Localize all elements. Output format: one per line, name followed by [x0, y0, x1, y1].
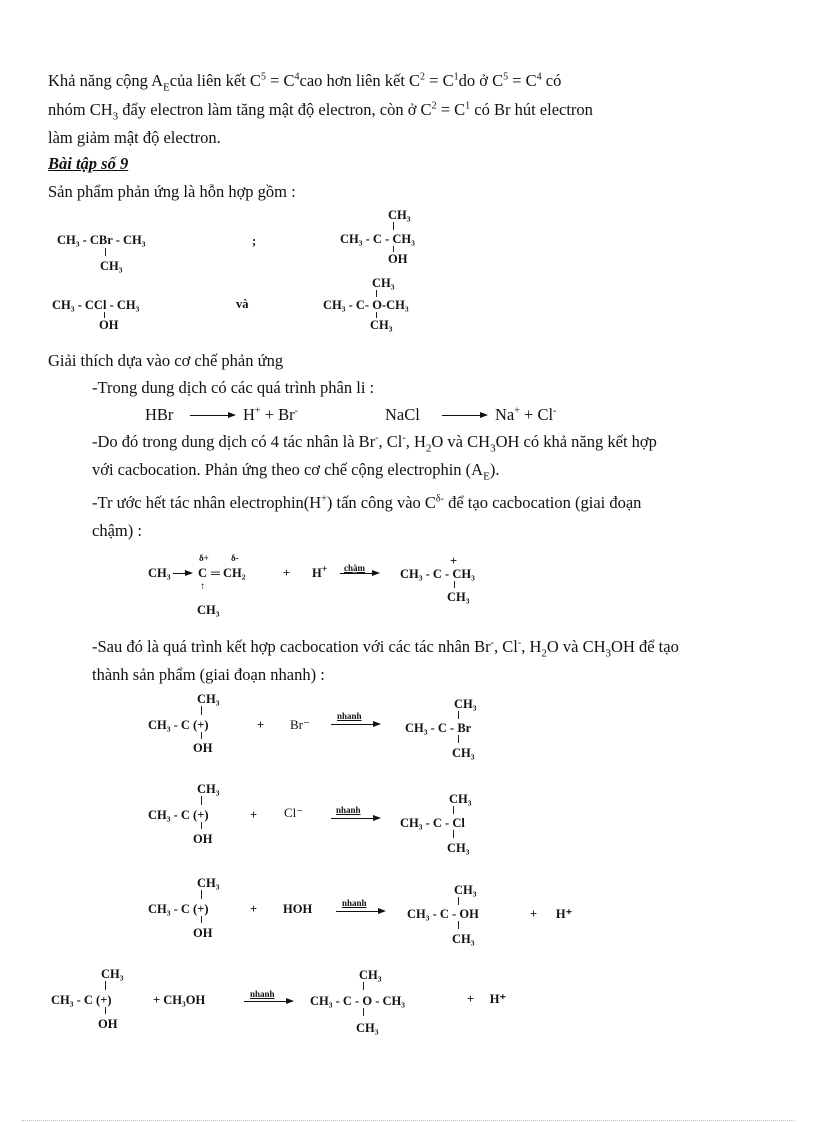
fast-1-arrow — [331, 724, 379, 725]
slow-reactant-left: CH₃ — [148, 566, 171, 580]
fast-3-bond-bottom — [201, 916, 202, 923]
slow-product-charge: + — [450, 554, 458, 568]
products-intro: Sản phẩm phản ứng là hỗn hợp gồm : — [48, 182, 296, 201]
product-and: và — [236, 297, 249, 311]
fast-1-bond-top — [201, 706, 202, 715]
fast-4-product-top: CH₃ — [359, 968, 382, 982]
dissociation-intro: -Trong dung dịch có các quá trình phân li : — [92, 378, 375, 397]
fast-3-plus: + — [250, 902, 258, 916]
fast-3-substituent: OH — [193, 926, 213, 940]
step2-line-1: -Sau đó là quá trình kết hợp cacbocation với các tác nhân Br-, Cl-, $H_2O$ và $CH_3OH$ để tạo — [92, 637, 679, 660]
product-4-bond-top — [376, 290, 377, 297]
nacl-reactant: NaCl — [385, 405, 420, 424]
fast-4-product: CH₃ - C - O - CH₃ — [310, 994, 405, 1008]
fast-4-arrow-label: nhanh — [250, 989, 275, 999]
hbr-arrow — [190, 415, 234, 416]
fast-3-product-bond-top — [458, 897, 459, 905]
fast-3-top: CH₃ — [197, 876, 220, 890]
product-4-formula: CH₃ - C- O-CH₃ — [323, 298, 409, 312]
slow-arrow — [340, 573, 378, 574]
fast-3-extra: + H⁺ — [530, 907, 573, 921]
fast-1-top: CH₃ — [197, 692, 220, 706]
fast-3-product: CH₃ - C - OH — [407, 907, 479, 921]
nacl-products: Na+ + Cl- — [495, 405, 557, 424]
fast-3-product-top: CH₃ — [454, 883, 477, 897]
fast-4-bond-top — [105, 981, 106, 990]
slow-arrow-label: chậm — [344, 563, 365, 573]
agents-line-1: -Do đó trong dung dịch có 4 tác nhân là Br-, Cl-, $H_2O$ và $CH_3OH$ có khả năng kết hợp — [92, 432, 657, 455]
product-2-bond-top — [393, 222, 394, 230]
fast-1-bond-bottom — [201, 732, 202, 739]
fast-2-top: CH₃ — [197, 782, 220, 796]
fast-1-product-top: CH₃ — [454, 697, 477, 711]
inductive-arrow — [173, 573, 191, 574]
fast-1-reactant: CH₃ - C (+) — [148, 718, 209, 732]
page-bottom-divider — [22, 1120, 794, 1121]
step2-line-2: thành sản phẩm (giai đoạn nhanh) : — [92, 665, 325, 684]
fast-4-bond-bottom — [105, 1007, 106, 1014]
delta-minus-label: δ- — [231, 553, 239, 563]
fast-2-reagent: Cl⁻ — [284, 805, 304, 820]
product-separator: ; — [252, 234, 257, 248]
fast-3-arrow-label: nhanh — [342, 898, 367, 908]
product-4-substituent: CH₃ — [370, 318, 393, 332]
product-1-substituent: CH₃ — [100, 259, 123, 273]
slow-plus: + — [283, 566, 291, 580]
fast-1-product-bond-top — [458, 711, 459, 719]
fast-2-plus: + — [250, 808, 258, 822]
fast-2-reactant: CH₃ - C (+) — [148, 808, 209, 822]
step1-line-2: chậm) : — [92, 521, 142, 540]
fast-1-arrow-label: nhanh — [337, 711, 362, 721]
fast-4-plus-reagent: + CH₃OH — [153, 993, 206, 1007]
fast-4-substituent: OH — [98, 1017, 118, 1031]
fast-4-extra: + H⁺ — [467, 992, 507, 1006]
slow-product-substituent: CH₃ — [447, 590, 470, 604]
fast-3-bond-top — [201, 890, 202, 899]
fast-2-product-bond-bottom — [453, 830, 454, 838]
product-2-top: CH₃ — [388, 208, 411, 222]
product-3-formula: CH₃ - CCl - CH₃ — [52, 298, 140, 312]
fast-2-bond-top — [201, 796, 202, 805]
slow-proton: H+ — [312, 563, 328, 580]
fast-4-product-bond-top — [363, 982, 364, 990]
fast-2-arrow-label: nhanh — [336, 805, 361, 815]
fast-2-substituent: OH — [193, 832, 213, 846]
fast-2-product: CH₃ - C - Cl — [400, 816, 465, 830]
slow-reactant-carbon: C — [198, 566, 208, 580]
fast-3-arrow — [336, 911, 384, 912]
hbr-products: H+ + Br- — [243, 405, 298, 424]
product-2-formula: CH₃ - C - CH₃ — [340, 232, 415, 246]
intro-line-3: làm giảm mật độ electron. — [48, 128, 221, 147]
fast-4-arrow — [244, 1001, 292, 1002]
fast-2-product-top: CH₃ — [449, 792, 472, 806]
fast-4-top: CH₃ — [101, 967, 124, 981]
up-arrow-icon: ↑ — [200, 581, 205, 592]
product-4-top: CH₃ — [372, 276, 395, 290]
fast-2-arrow — [331, 818, 379, 819]
product-1-formula: CH₃ - CBr - CH₃ — [57, 233, 146, 247]
intro-line-1: Khả năng cộng $A_Ecủa$ liên kết $C^5 = C^4cao$ hơn liên kết $C^2 = C^1do$ ở $C^5 = C^4$ có — [48, 71, 562, 94]
fast-1-product-bond-bottom — [458, 735, 459, 743]
explanation-heading: Giải thích dựa vào cơ chế phản ứng — [48, 351, 284, 370]
agents-line-2: với cacbocation. Phản ứng theo cơ chế cộng electrophin $(A_E)$. — [92, 460, 500, 483]
slow-product-bond — [454, 581, 455, 588]
product-1-bond — [105, 248, 106, 256]
product-3-substituent: OH — [99, 318, 119, 332]
hbr-reactant: HBr — [145, 405, 174, 424]
fast-2-product-substituent: CH₃ — [447, 841, 470, 855]
nacl-arrow — [442, 415, 486, 416]
product-2-substituent: OH — [388, 252, 408, 266]
delta-plus-label: δ+ — [199, 553, 209, 563]
fast-2-product-bond-top — [453, 806, 454, 814]
fast-2-bond-bottom — [201, 822, 202, 829]
fast-1-plus: + — [257, 718, 265, 732]
step1-line-1: -Tr ước hết tác nhân electrophin(H+) tấn công vào $C^{\delta-}$ để tạo cacbocation (giai đoạn — [92, 493, 642, 512]
exercise-heading: Bài tập số 9 — [48, 154, 129, 173]
slow-reactant-methyl: CH₃ — [197, 603, 220, 617]
fast-3-product-bond-bottom — [458, 921, 459, 929]
fast-1-product: CH₃ - C - Br — [405, 721, 472, 735]
fast-1-reagent: Br⁻ — [290, 717, 310, 732]
fast-3-reagent: HOH — [283, 902, 313, 916]
fast-1-substituent: OH — [193, 741, 213, 755]
slow-reactant-double-bond: ═ CH₂ — [211, 566, 246, 580]
fast-4-reactant: CH₃ - C (+) — [51, 993, 112, 1007]
fast-3-reactant: CH₃ - C (+) — [148, 902, 209, 916]
fast-3-product-substituent: CH₃ — [452, 932, 475, 946]
slow-product-formula: CH₃ - C - CH₃ — [400, 567, 475, 581]
fast-4-product-bond-bottom — [363, 1008, 364, 1016]
fast-1-product-substituent: CH₃ — [452, 746, 475, 760]
fast-4-product-substituent: CH₃ — [356, 1021, 379, 1035]
intro-line-2: nhóm $CH_3$ đẩy electron làm tăng mật độ electron, còn ở $C^2 = C^1$ có Br hút electron — [48, 100, 593, 123]
